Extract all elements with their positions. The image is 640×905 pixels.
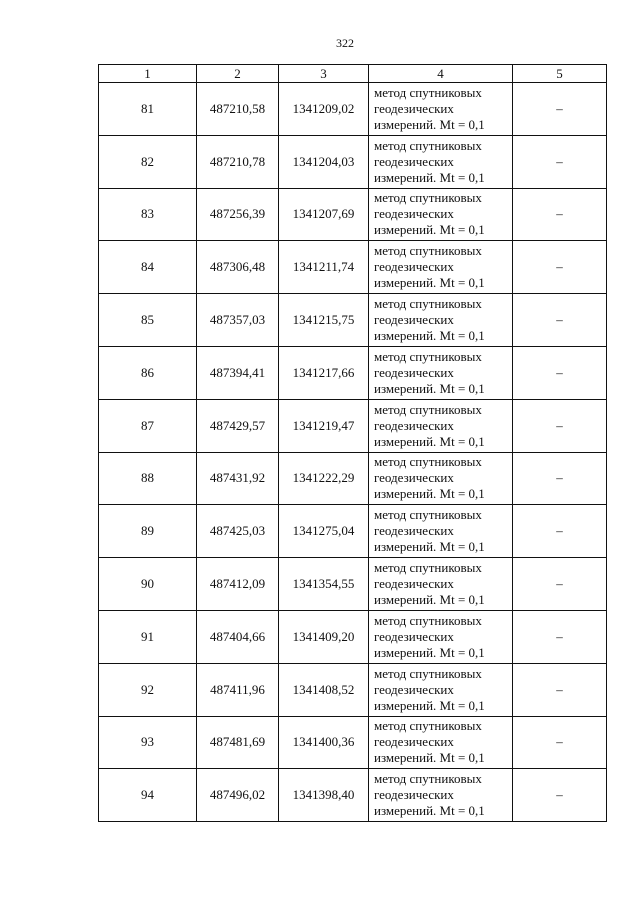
- method-line: измерений. Mt = 0,1: [374, 644, 485, 660]
- y-coordinate-cell: 1341217,66: [279, 346, 369, 399]
- y-coordinate-cell: 1341354,55: [279, 558, 369, 611]
- x-coordinate-cell: 487425,03: [197, 505, 279, 558]
- method-line: геодезических: [374, 576, 454, 592]
- note-cell: –: [513, 346, 607, 399]
- method-cell: [369, 610, 513, 663]
- method-cell: [369, 663, 513, 716]
- y-coordinate-cell: 1341275,04: [279, 505, 369, 558]
- note-cell: –: [513, 663, 607, 716]
- x-coordinate-cell: 487412,09: [197, 558, 279, 611]
- point-number-cell: 86: [99, 346, 197, 399]
- y-coordinate-cell: 1341204,03: [279, 135, 369, 188]
- point-number-cell: 81: [99, 83, 197, 136]
- method-line: измерений. Mt = 0,1: [374, 433, 485, 449]
- column-header-1: 1: [99, 65, 197, 83]
- table-row: [99, 346, 607, 399]
- y-coordinate-cell: 1341209,02: [279, 83, 369, 136]
- method-line: метод спутниковых: [374, 454, 482, 470]
- method-line: метод спутниковых: [374, 137, 482, 153]
- method-line: геодезических: [374, 417, 454, 433]
- method-cell: [369, 399, 513, 452]
- method-line: измерений. Mt = 0,1: [374, 275, 485, 291]
- y-coordinate-cell: 1341409,20: [279, 610, 369, 663]
- method-line: измерений. Mt = 0,1: [374, 803, 485, 819]
- table-row: [99, 610, 607, 663]
- method-line: измерений. Mt = 0,1: [374, 380, 485, 396]
- method-line: геодезических: [374, 628, 454, 644]
- point-number-cell: 83: [99, 188, 197, 241]
- point-number-cell: 89: [99, 505, 197, 558]
- note-cell: –: [513, 452, 607, 505]
- x-coordinate-cell: 487394,41: [197, 346, 279, 399]
- method-cell: [369, 452, 513, 505]
- y-coordinate-cell: 1341207,69: [279, 188, 369, 241]
- method-line: измерений. Mt = 0,1: [374, 750, 485, 766]
- note-cell: –: [513, 188, 607, 241]
- point-number-cell: 85: [99, 294, 197, 347]
- x-coordinate-cell: 487431,92: [197, 452, 279, 505]
- method-line: измерений. Mt = 0,1: [374, 539, 485, 555]
- method-cell: [369, 241, 513, 294]
- table-row: [99, 241, 607, 294]
- method-line: метод спутниковых: [374, 718, 482, 734]
- page-number: 322: [336, 36, 354, 50]
- point-number-cell: 84: [99, 241, 197, 294]
- column-header-4: 4: [369, 65, 513, 83]
- method-cell: [369, 135, 513, 188]
- note-cell: –: [513, 135, 607, 188]
- x-coordinate-cell: 487411,96: [197, 663, 279, 716]
- method-line: измерений. Mt = 0,1: [374, 116, 485, 132]
- y-coordinate-cell: 1341211,74: [279, 241, 369, 294]
- table-row: [99, 558, 607, 611]
- method-line: геодезических: [374, 100, 454, 116]
- method-line: геодезических: [374, 470, 454, 486]
- method-cell: [369, 716, 513, 769]
- method-cell: [369, 505, 513, 558]
- method-line: геодезических: [374, 259, 454, 275]
- method-line: метод спутниковых: [374, 560, 482, 576]
- note-cell: –: [513, 610, 607, 663]
- note-cell: –: [513, 83, 607, 136]
- table-row: [99, 769, 607, 822]
- y-coordinate-cell: 1341400,36: [279, 716, 369, 769]
- method-line: метод спутниковых: [374, 665, 482, 681]
- y-coordinate-cell: 1341398,40: [279, 769, 369, 822]
- method-cell: [369, 83, 513, 136]
- method-line: метод спутниковых: [374, 190, 482, 206]
- table-row: [99, 452, 607, 505]
- table-row: [99, 716, 607, 769]
- table-row: [99, 663, 607, 716]
- method-line: геодезических: [374, 681, 454, 697]
- method-line: метод спутниковых: [374, 401, 482, 417]
- note-cell: –: [513, 399, 607, 452]
- column-header-3: 3: [279, 65, 369, 83]
- point-number-cell: 88: [99, 452, 197, 505]
- method-line: метод спутниковых: [374, 348, 482, 364]
- table-row: [99, 188, 607, 241]
- point-number-cell: 91: [99, 610, 197, 663]
- table-body: [99, 83, 607, 822]
- point-number-cell: 92: [99, 663, 197, 716]
- method-line: измерений. Mt = 0,1: [374, 328, 485, 344]
- method-line: измерений. Mt = 0,1: [374, 222, 485, 238]
- point-number-cell: 87: [99, 399, 197, 452]
- x-coordinate-cell: 487306,48: [197, 241, 279, 294]
- method-cell: [369, 558, 513, 611]
- point-number-cell: 94: [99, 769, 197, 822]
- table-row: [99, 135, 607, 188]
- method-line: метод спутниковых: [374, 84, 482, 100]
- y-coordinate-cell: 1341219,47: [279, 399, 369, 452]
- method-cell: [369, 346, 513, 399]
- y-coordinate-cell: 1341222,29: [279, 452, 369, 505]
- method-line: геодезических: [374, 312, 454, 328]
- method-cell: [369, 188, 513, 241]
- table-row: [99, 83, 607, 136]
- table-row: [99, 399, 607, 452]
- method-cell: [369, 294, 513, 347]
- coordinates-table: [98, 64, 607, 822]
- method-line: геодезических: [374, 523, 454, 539]
- x-coordinate-cell: 487210,78: [197, 135, 279, 188]
- method-line: геодезических: [374, 734, 454, 750]
- method-line: метод спутниковых: [374, 243, 482, 259]
- method-line: метод спутниковых: [374, 771, 482, 787]
- table-row: [99, 294, 607, 347]
- method-line: метод спутниковых: [374, 612, 482, 628]
- method-line: геодезических: [374, 153, 454, 169]
- method-line: геодезических: [374, 364, 454, 380]
- method-cell: [369, 769, 513, 822]
- note-cell: –: [513, 716, 607, 769]
- x-coordinate-cell: 487357,03: [197, 294, 279, 347]
- y-coordinate-cell: 1341215,75: [279, 294, 369, 347]
- method-line: измерений. Mt = 0,1: [374, 592, 485, 608]
- x-coordinate-cell: 487429,57: [197, 399, 279, 452]
- method-line: геодезических: [374, 787, 454, 803]
- note-cell: –: [513, 558, 607, 611]
- method-line: метод спутниковых: [374, 296, 482, 312]
- method-line: измерений. Mt = 0,1: [374, 697, 485, 713]
- y-coordinate-cell: 1341408,52: [279, 663, 369, 716]
- point-number-cell: 90: [99, 558, 197, 611]
- method-line: метод спутниковых: [374, 507, 482, 523]
- table-row: [99, 505, 607, 558]
- point-number-cell: 93: [99, 716, 197, 769]
- x-coordinate-cell: 487210,58: [197, 83, 279, 136]
- table-header-row: [99, 65, 607, 83]
- column-header-5: 5: [513, 65, 607, 83]
- x-coordinate-cell: 487404,66: [197, 610, 279, 663]
- note-cell: –: [513, 241, 607, 294]
- note-cell: –: [513, 769, 607, 822]
- x-coordinate-cell: 487256,39: [197, 188, 279, 241]
- method-line: геодезических: [374, 206, 454, 222]
- x-coordinate-cell: 487481,69: [197, 716, 279, 769]
- note-cell: –: [513, 505, 607, 558]
- point-number-cell: 82: [99, 135, 197, 188]
- method-line: измерений. Mt = 0,1: [374, 486, 485, 502]
- column-header-2: 2: [197, 65, 279, 83]
- method-line: измерений. Mt = 0,1: [374, 169, 485, 185]
- note-cell: –: [513, 294, 607, 347]
- x-coordinate-cell: 487496,02: [197, 769, 279, 822]
